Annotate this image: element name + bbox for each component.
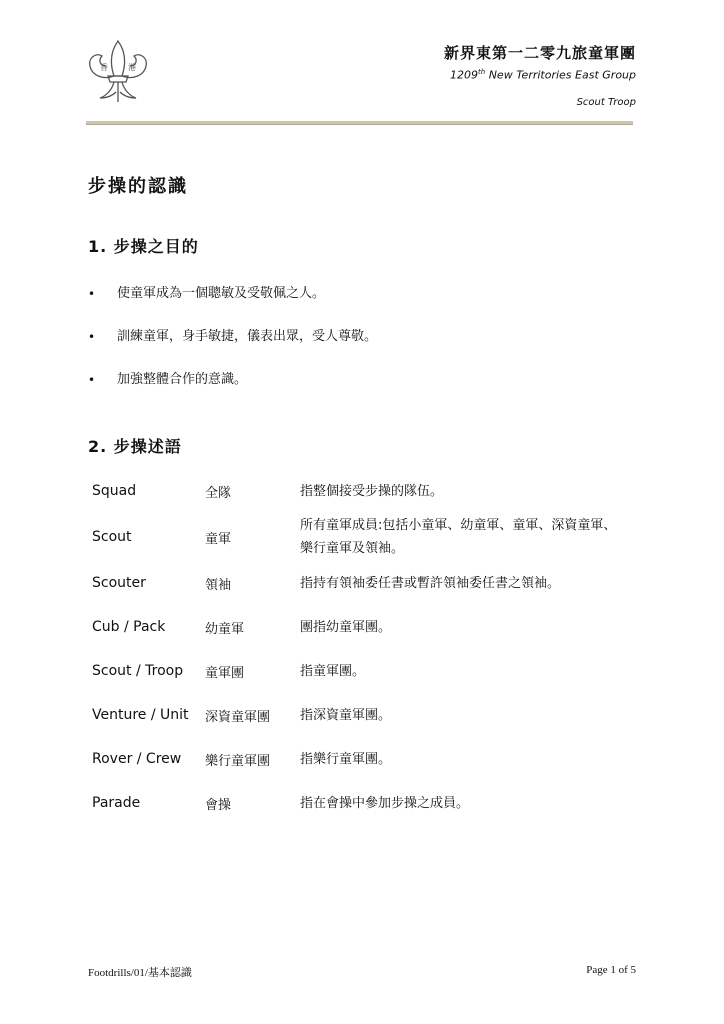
term-zh: 童軍 bbox=[205, 531, 232, 547]
term-desc: 指整個接受步操的隊伍。 bbox=[300, 483, 444, 499]
term-desc: 指樂行童軍團。 bbox=[300, 751, 392, 767]
term-desc: 指深資童軍團。 bbox=[300, 707, 392, 723]
bullet-icon: • bbox=[88, 330, 96, 344]
bullet-icon: • bbox=[88, 373, 96, 387]
table-row bbox=[92, 656, 652, 686]
term-en: Venture / Unit bbox=[92, 707, 189, 723]
header-troop: Scout Troop bbox=[576, 96, 636, 108]
term-en: Parade bbox=[92, 795, 141, 811]
term-en: Scout / Troop bbox=[92, 663, 184, 679]
table-row bbox=[92, 686, 652, 744]
term-zh: 樂行童軍團 bbox=[205, 753, 271, 769]
term-zh: 童軍團 bbox=[205, 665, 245, 681]
bullet-text: 使童軍成為一個聰敏及受敬佩之人。 bbox=[117, 286, 326, 301]
bullet-text: 加強整體合作的意識。 bbox=[117, 372, 248, 387]
term-en: Rover / Crew bbox=[92, 751, 182, 767]
term-en: Scout bbox=[92, 529, 132, 545]
term-zh: 深資童軍團 bbox=[205, 709, 271, 725]
term-desc-line2: 樂行童軍及領袖。 bbox=[300, 541, 405, 556]
section-2-heading: 2. 步操述語 bbox=[88, 437, 182, 456]
term-desc: 指在會操中參加步操之成員。 bbox=[300, 795, 470, 811]
term-en: Squad bbox=[92, 483, 137, 499]
bullet-item bbox=[88, 286, 377, 302]
header-group bbox=[444, 64, 636, 84]
table-row bbox=[92, 568, 652, 598]
section-1-heading: 1. 步操之目的 bbox=[88, 237, 199, 256]
table-row bbox=[92, 744, 652, 774]
term-zh: 領袖 bbox=[205, 577, 232, 593]
section-1-bullets bbox=[88, 286, 377, 415]
term-desc: 指童軍團。 bbox=[300, 663, 366, 679]
term-desc bbox=[300, 506, 652, 568]
page-header bbox=[444, 44, 636, 110]
header-title-zh: 新界東第一二零九旅童軍團 bbox=[443, 44, 636, 62]
term-zh: 全隊 bbox=[205, 485, 232, 501]
term-zh: 幼童軍 bbox=[205, 621, 245, 637]
header-group-name: New Territories East Group bbox=[488, 68, 636, 82]
footer-page-number: Page 1 of 5 bbox=[586, 964, 636, 976]
term-desc-line1: 所有童軍成員:包括小童軍、幼童軍、童軍、深資童軍、 bbox=[300, 518, 617, 533]
footer-doc-ref: Footdrills/01/基本認識 bbox=[88, 967, 192, 979]
header-divider bbox=[86, 121, 633, 125]
bullet-item bbox=[88, 329, 377, 345]
table-row bbox=[92, 598, 652, 656]
bullet-text: 訓練童軍，身手敏捷，儀表出眾，受人尊敬。 bbox=[117, 329, 378, 344]
fleur-de-lis-logo bbox=[86, 38, 150, 106]
terms-table bbox=[92, 476, 652, 832]
table-row bbox=[92, 506, 652, 568]
term-desc: 團指幼童軍團。 bbox=[300, 619, 392, 635]
header-group-suffix: th bbox=[478, 68, 486, 76]
logo-char-left: 香 bbox=[100, 63, 108, 72]
table-row bbox=[92, 774, 652, 832]
bullet-icon: • bbox=[88, 287, 96, 301]
term-desc: 指持有領袖委任書或暫許領袖委任書之領袖。 bbox=[300, 575, 561, 591]
term-zh: 會操 bbox=[205, 797, 232, 813]
bullet-item bbox=[88, 372, 377, 388]
table-row bbox=[92, 476, 652, 506]
header-group-number: 1209 bbox=[450, 68, 479, 82]
logo-char-right: 港 bbox=[128, 63, 136, 72]
term-en: Scouter bbox=[92, 575, 146, 591]
document-title: 步操的認識 bbox=[88, 176, 188, 197]
term-en: Cub / Pack bbox=[92, 619, 166, 635]
